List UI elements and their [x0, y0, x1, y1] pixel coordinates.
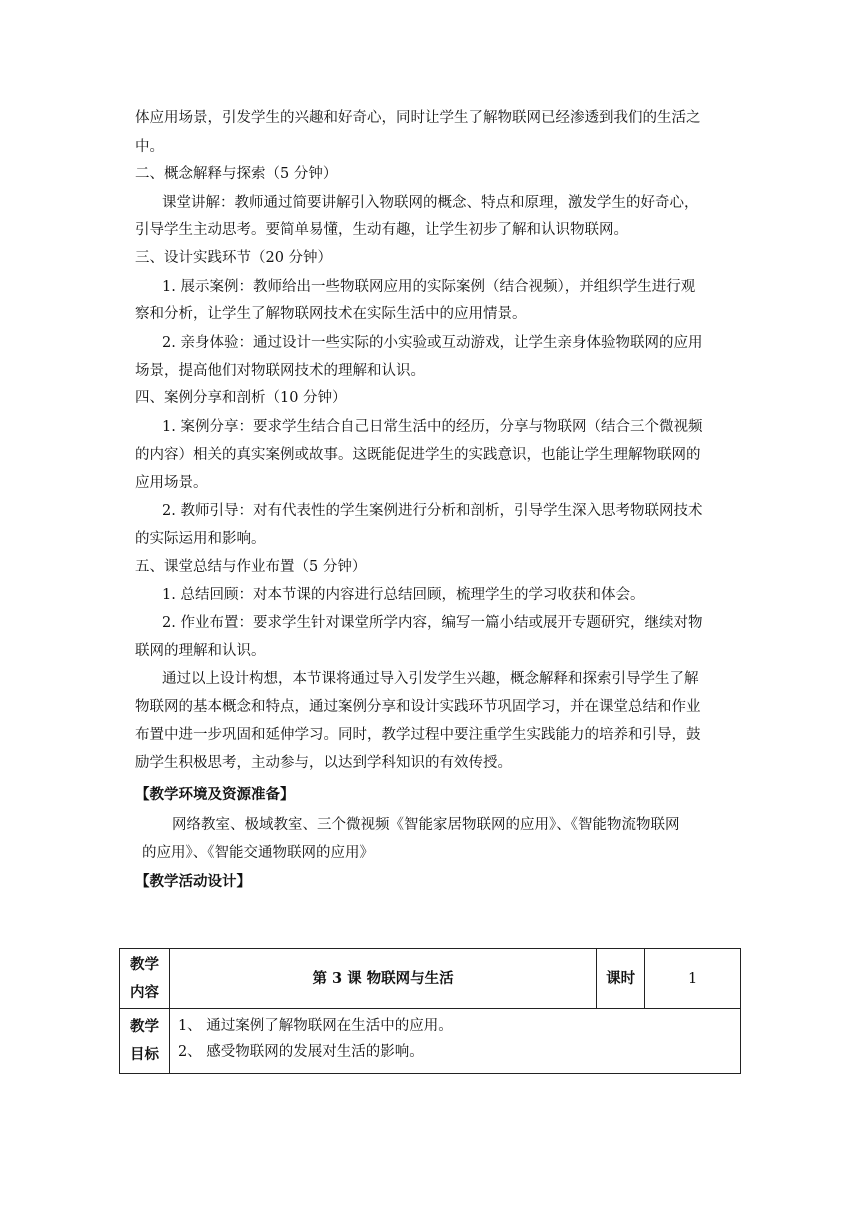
- paragraph-line: 应用场景。: [135, 475, 208, 491]
- paragraph-line: 课堂讲解：教师通过简要讲解引入物联网的概念、特点和原理，激发学生的好奇心，: [162, 195, 699, 211]
- goal-item: 1、 通过案例了解物联网在生活中的应用。: [177, 1018, 453, 1034]
- paragraph-line: 物联网的基本概念和特点，通过案例分享和设计实践环节巩固学习，并在课堂总结和作业: [135, 699, 701, 715]
- content-label-line: 内容: [129, 983, 159, 1001]
- section-heading: 【教学活动设计】: [135, 873, 251, 890]
- paragraph-line: 2. 亲身体验：通过设计一些实际的小实验或互动游戏，让学生亲身体验物联网的应用: [162, 335, 703, 351]
- paragraph-line: 体应用场景，引发学生的兴趣和好奇心，同时让学生了解物联网已经渗透到我们的生活之: [135, 110, 701, 126]
- section-heading: 【教学环境及资源准备】: [135, 786, 295, 803]
- paragraph-line: 1. 展示案例：教师给出一些物联网应用的实际案例（结合视频），并组织学生进行观: [162, 279, 696, 295]
- paragraph-line: 的内容）相关的真实案例或故事。这既能促进学生的实践意识，也能让学生理解物联网的: [135, 447, 701, 463]
- goal-content-cell: [169, 1009, 740, 1074]
- content-label-line: 教学: [129, 955, 159, 973]
- paragraph-line: 1. 总结回顾：对本节课的内容进行总结回顾，梳理学生的学习收获和体会。: [162, 587, 645, 603]
- section-heading: 二、概念解释与探索（5 分钟）: [135, 166, 338, 182]
- goal-label-line: 目标: [129, 1046, 159, 1063]
- paragraph-line: 2. 教师引导：对有代表性的学生案例进行分析和剖析，引导学生深入思考物联网技术: [162, 503, 703, 519]
- section-heading: 四、案例分享和剖析（10 分钟）: [135, 390, 347, 406]
- lesson-plan-table: [119, 948, 741, 1074]
- period-label-cell: 课时: [597, 949, 645, 1009]
- paragraph-line: 察和分析，让学生了解物联网技术在实际生活中的应用情景。: [135, 306, 527, 322]
- paragraph-line: 引导学生主动思考。要简单易懂，生动有趣，让学生初步了解和认识物联网。: [135, 222, 628, 238]
- goal-item: 2、 感受物联网的发展对生活的影响。: [177, 1044, 424, 1060]
- paragraph-line: 中。: [135, 139, 164, 155]
- section-heading: 五、课堂总结与作业布置（5 分钟）: [135, 559, 367, 575]
- paragraph-line: 联网的理解和认识。: [135, 643, 266, 659]
- content-label-cell: [120, 949, 170, 1009]
- period-value-cell: 1: [645, 949, 741, 1009]
- lesson-title-cell: 第 3 课 物联网与生活: [169, 949, 596, 1009]
- paragraph-line: 的应用》、《智能交通物联网的应用》: [142, 845, 374, 861]
- paragraph-line: 的实际运用和影响。: [135, 531, 266, 547]
- section-heading: 三、设计实践环节（20 分钟）: [135, 250, 333, 266]
- paragraph-line: 网络教室、极域教室、三个微视频《智能家居物联网的应用》、《智能物流物联网: [172, 817, 680, 833]
- paragraph-line: 励学生积极思考，主动参与，以达到学科知识的有效传授。: [135, 755, 512, 771]
- paragraph-line: 2. 作业布置：要求学生针对课堂所学内容，编写一篇小结或展开专题研究，继续对物: [162, 615, 703, 631]
- paragraph-line: 场景，提高他们对物联网技术的理解和认识。: [135, 363, 425, 379]
- paragraph-line: 通过以上设计构想，本节课将通过导入引发学生兴趣，概念解释和探索引导学生了解: [162, 671, 699, 687]
- goal-label-line: 教学: [129, 1018, 159, 1035]
- goal-label-cell: [120, 1009, 170, 1074]
- paragraph-line: 布置中进一步巩固和延伸学习。同时，教学过程中要注重学生实践能力的培养和引导，鼓: [135, 727, 701, 743]
- paragraph-line: 1. 案例分享：要求学生结合自己日常生活中的经历，分享与物联网（结合三个微视频: [162, 419, 703, 435]
- table-row: [120, 1009, 741, 1074]
- table-row: [120, 949, 741, 1009]
